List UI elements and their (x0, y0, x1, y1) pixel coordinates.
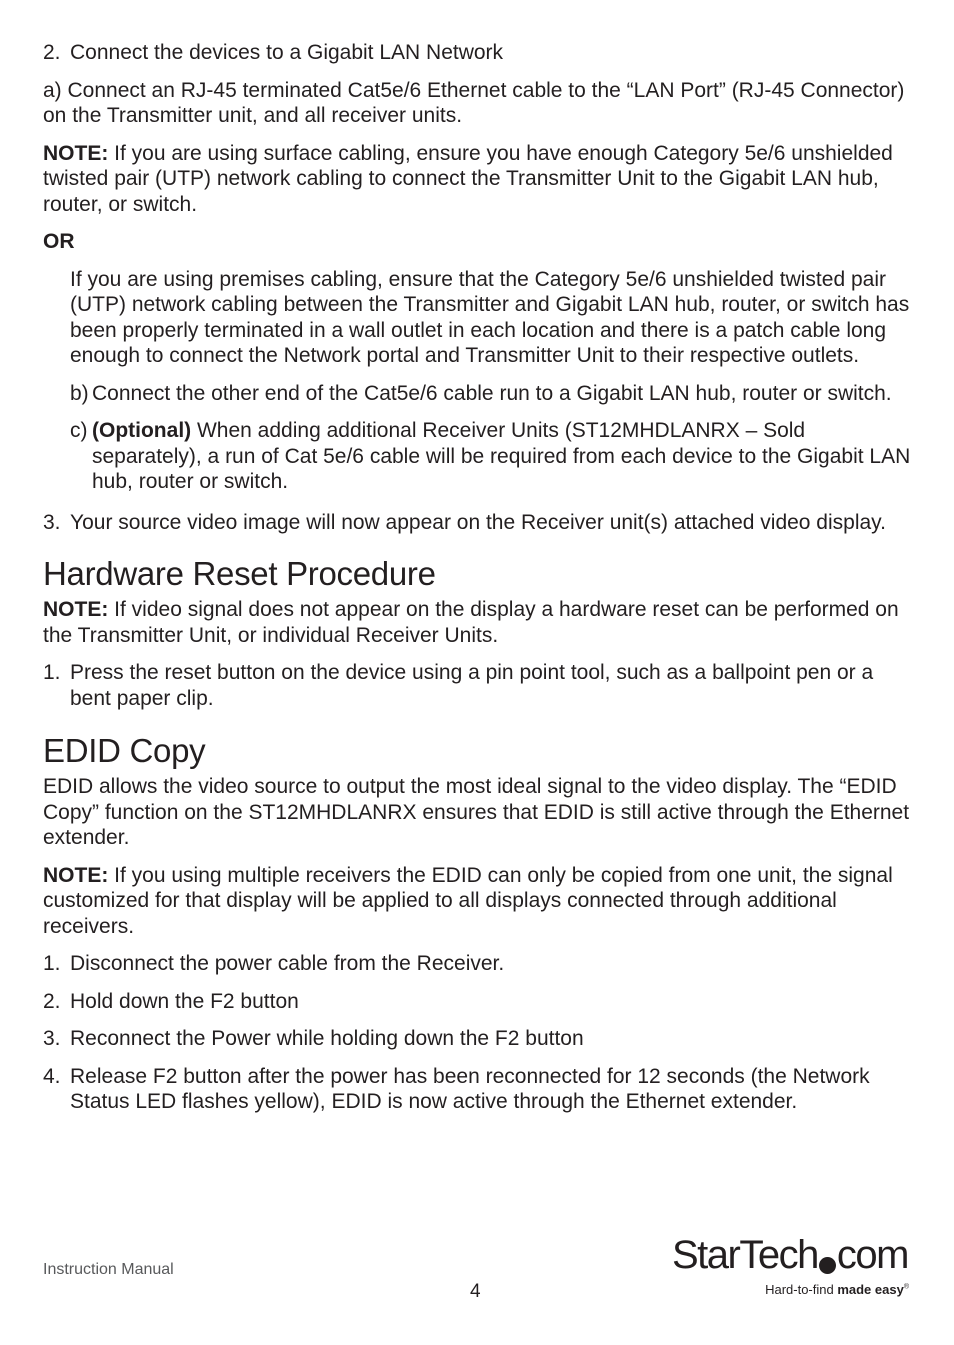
note-edid (43, 863, 913, 940)
step-text: Disconnect the power cable from the Receiver. (70, 952, 505, 975)
step-number: 4. (43, 1064, 61, 1088)
startech-logo (672, 1232, 912, 1302)
step-text: (Optional) When adding additional Receiver Units (ST12MHDLANRX – Sold separately), a run of Cat 5e/6 cable will be required from each device to the Gigabit LAN hub, router or switch. (92, 419, 911, 493)
step-number: 1. (43, 661, 61, 684)
step-2a: a) Connect an RJ-45 terminated Cat5e/6 Ethernet cable to the “LAN Port” (RJ-45 Connector) on the Transmitter unit, and all receiver units. (43, 78, 905, 127)
step-text: Your source video image will now appear on the Receiver unit(s) attached video display. (70, 510, 886, 534)
or-label: OR (43, 230, 75, 253)
page-content (43, 40, 913, 1115)
step-label: c) (70, 419, 88, 442)
step-text: Press the reset button on the device using a pin point tool, such as a ballpoint pen or a bent paper clip. (70, 661, 874, 710)
note-label: NOTE: (43, 141, 109, 165)
logo-tagline: Hard-to-find made easy® (765, 1282, 909, 1297)
step-text: Connect the other end of the Cat5e/6 cable run to a Gigabit LAN hub, router or switch. (92, 381, 892, 405)
step-text: Connect the devices to a Gigabit LAN Network (70, 41, 504, 64)
note-text: If video signal does not appear on the display a hardware reset can be performed on the Transmitter Unit, or individual Receiver Units. (43, 598, 899, 647)
step-number: 1. (43, 952, 61, 975)
edid-intro: EDID allows the video source to output the most ideal signal to the video display. The “EDID Copy” function on the ST12MHDLANRX ensures that EDID is still active through the Ethernet extender. (43, 775, 910, 849)
step-text: Release F2 button after the power has been reconnected for 12 seconds (the Network Status LED flashes yellow), EDID is now active through the Ethernet extender. (70, 1064, 870, 1113)
heading-hardware-reset: Hardware Reset Procedure (43, 555, 436, 592)
premises-cabling-text: If you are using premises cabling, ensure that the Category 5e/6 unshielded twisted pair (UTP) network cabling between the Transmitter and Gigabit LAN hub, router, or switch has been properly terminated in a wall outlet in each location and there is a patch cable long enough to connect the Network portal and Transmitter Unit to their respective outlets. (70, 267, 910, 367)
step-2 (43, 40, 913, 66)
note-label: NOTE: (43, 863, 109, 887)
note-text: If you are using surface cabling, ensure you have enough Category 5e/6 unshielded twisted pair (UTP) network cabling to connect the Transmitter Unit to the Gigabit LAN hub, router, or switch. (43, 141, 893, 216)
step-text: Reconnect the Power while holding down the F2 button (70, 1027, 584, 1050)
note-label: NOTE: (43, 598, 109, 621)
logo-wordmark: StarTech com (672, 1233, 908, 1277)
step-text: Hold down the F2 button (70, 989, 299, 1013)
step-number: 2. (43, 41, 61, 64)
note-surface-cabling (43, 141, 913, 218)
footer-doc-title: Instruction Manual (43, 1261, 174, 1278)
logo-dot-icon (819, 1257, 836, 1274)
note-reset (43, 597, 913, 648)
step-2c (70, 418, 913, 495)
reset-step-1 (43, 660, 913, 711)
step-number: 3. (43, 510, 61, 534)
step-number: 2. (43, 989, 61, 1013)
page-number: 4 (470, 1281, 481, 1302)
step-label: b) (70, 381, 89, 405)
heading-edid-copy: EDID Copy (43, 732, 206, 769)
edid-step-3 (43, 1026, 913, 1052)
step-3 (43, 510, 913, 536)
edid-step-4 (43, 1064, 913, 1115)
note-text: If you using multiple receivers the EDID can only be copied from one unit, the signal customized for that display will be applied to all displays connected through additional receivers. (43, 863, 893, 938)
edid-step-1 (43, 951, 913, 977)
edid-step-2 (43, 989, 913, 1015)
step-number: 3. (43, 1027, 61, 1050)
step-2b (70, 381, 913, 407)
